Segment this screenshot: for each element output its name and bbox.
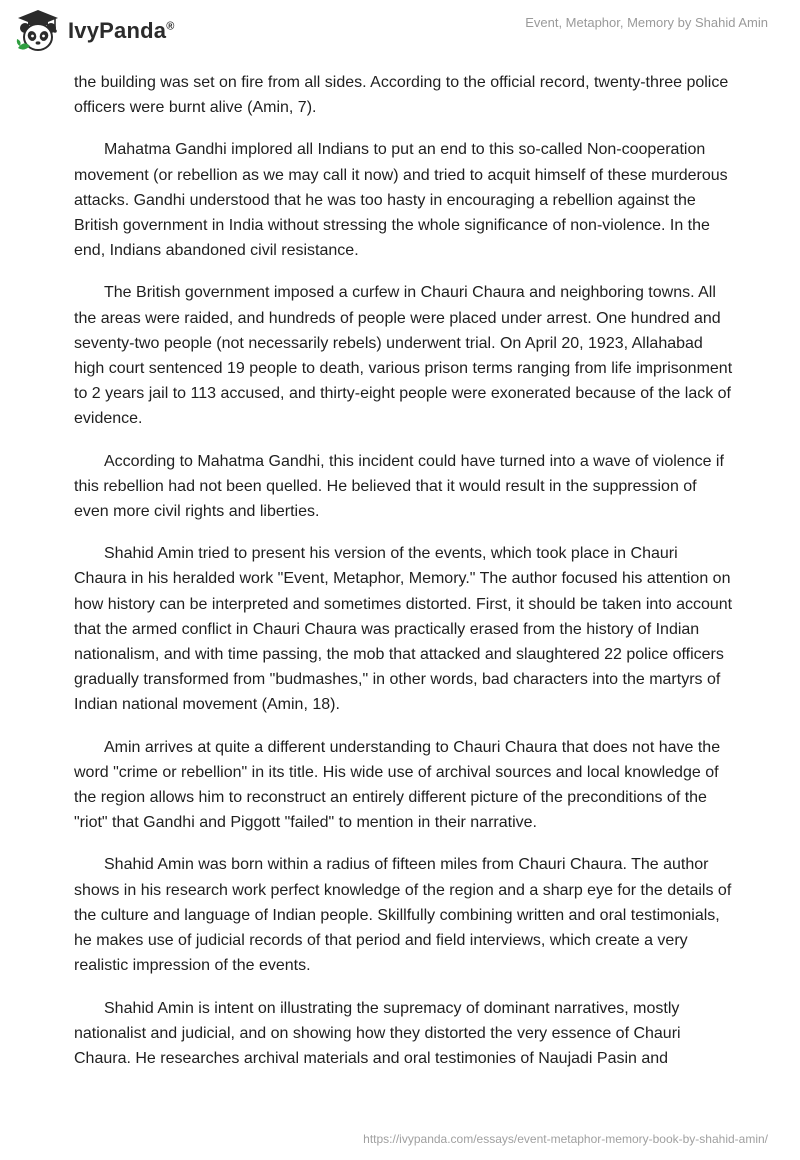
paragraph-8: Shahid Amin is intent on illustrating the supremacy of dominant narratives, mostly nationalist and judicial, and on showing how they distorted the very essence of Chauri Chaura. He researches archival materials and oral testimonies of Naujadi Pasin and	[74, 999, 681, 1067]
source-url[interactable]: https://ivypanda.com/essays/event-metaphor-memory-book-by-shahid-amin/	[363, 1132, 768, 1146]
logo-text: IvyPanda	[68, 18, 167, 43]
logo-wordmark	[68, 18, 175, 44]
paragraph-4: According to Mahatma Gandhi, this incident could have turned into a wave of violence if this rebellion had not been quelled. He believed that it would result in the suppression of even more civil rights and liberties.	[74, 452, 724, 521]
paragraph-3: The British government imposed a curfew in Chauri Chaura and neighboring towns. All the areas were raided, and hundreds of people were placed under arrest. One hundred and seventy-two people (not necessarily rebels) underwent trial. On April 20, 1923, Allahabad high court sentenced 19 people to death, various prison terms ranging from life imprisonment to 2 years jail to 113 accused, and thirty-eight people were exonerated because of the lack of evidence.	[74, 284, 733, 428]
essay-body	[74, 70, 734, 1088]
paragraph-6: Amin arrives at quite a different understanding to Chauri Chaura that does not have the word "crime or rebellion" in its title. His wide use of archival sources and local knowledge of the region allows him to reconstruct an entirely different picture of the preconditions of the "riot" that Gandhi and Piggott "failed" to mention in their narrative.	[74, 738, 721, 832]
paragraph-5: Shahid Amin tried to present his version of the events, which took place in Chauri Chaura in his heralded work "Event, Metaphor, Memory." The author focused his attention on how history can be interpreted and sometimes distorted. First, it should be taken into account that the armed conflict in Chauri Chaura was practically erased from the history of Indian nationalism, and with time passing, the mob that attacked and slaughtered 22 police officers gradually transformed from "budmashes," in other words, bad characters into the martyrs of Indian national movement (Amin, 18).	[74, 545, 733, 714]
paragraph-7: Shahid Amin was born within a radius of fifteen miles from Chauri Chaura. The author shows in his research work perfect knowledge of the region and a sharp eye for the details of the culture and language of Indian people. Skillfully combining written and oral testimonials, he makes use of judicial records of that period and field interviews, which create a very realistic impression of the events.	[74, 856, 732, 975]
document-title: Event, Metaphor, Memory by Shahid Amin	[525, 15, 768, 30]
panda-graduate-icon	[14, 8, 62, 54]
paragraph-2: Mahatma Gandhi implored all Indians to put an end to this so-called Non-cooperation movement (or rebellion as we may call it now) and tried to acquit himself of these murderous attacks. Gandhi understood that he was too hasty in encouraging a rebellion against the British government in India without stressing the whole significance of non-violence. In the end, Indians abandoned civil resistance.	[74, 141, 728, 260]
registered-mark: ®	[166, 20, 175, 33]
paragraph-1: the building was set on fire from all sides. According to the official record, twenty-three police officers were burnt alive (Amin, 7).	[74, 74, 729, 117]
page-header	[0, 0, 800, 64]
ivypanda-logo[interactable]	[14, 8, 175, 54]
